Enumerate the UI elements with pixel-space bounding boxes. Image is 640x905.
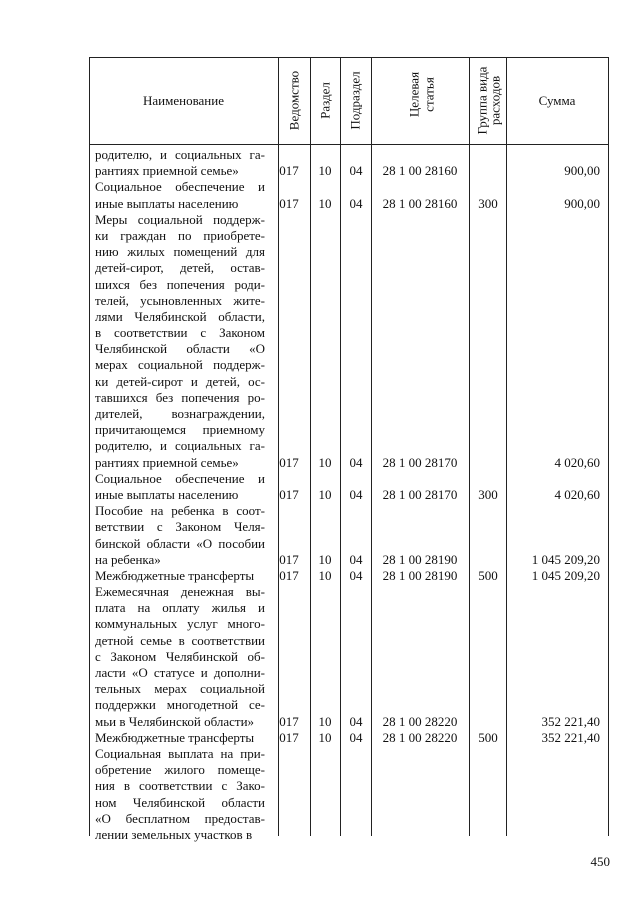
name-column (95, 147, 265, 843)
row-name-line: причитающемся приемному (95, 422, 265, 438)
row-name-line: Социальное обеспечение и (95, 470, 265, 486)
header-gruppa-line2: расходов (487, 75, 503, 126)
row-name-line: ветствии с Законом Челя- (95, 519, 265, 535)
row-name-line: мерах социальной поддерж- (95, 357, 265, 373)
row-name-line: ласти «О статусе и дополни- (95, 665, 265, 680)
row-name-line: коммунальных услуг много- (95, 616, 265, 632)
row-name-line: лении земельных участков в (95, 826, 253, 842)
row-podrazdel: 04 (349, 487, 363, 503)
row-podrazdel: 04 (349, 568, 363, 584)
row-name-line: рантиях приемной семье» (95, 454, 239, 470)
row-name-line: лями Челябинской области, (95, 308, 265, 324)
row-vedomstvo: 017 (279, 163, 299, 179)
header-divider (89, 144, 608, 145)
row-name-line: Челябинской области «О (95, 341, 265, 357)
row-razdel: 10 (318, 454, 332, 470)
row-podrazdel: 04 (349, 714, 363, 729)
row-name-line: мьи в Челябинской области» (95, 713, 255, 729)
row-name-line: плата на оплату жилья и (95, 600, 265, 616)
row-gruppa: 500 (478, 568, 498, 584)
row-summa: 1 045 209,20 (531, 568, 600, 584)
row-celevaya: 28 1 00 28170 (382, 454, 458, 470)
row-name-line: поддержки многодетной се- (95, 697, 265, 713)
row-name-line: Меры социальной поддерж- (95, 211, 265, 227)
row-name-line: Межбюджетные трансферты (95, 567, 255, 583)
row-name-line: телей, усыновленных жите- (95, 292, 265, 308)
header-podrazdel: Подраздел (347, 71, 363, 130)
row-summa: 900,00 (564, 163, 600, 179)
header-celevaya-line1: Целевая (406, 71, 422, 118)
row-name-line: иные выплаты населению (95, 486, 239, 502)
row-summa: 1 045 209,20 (531, 552, 600, 567)
row-podrazdel: 04 (349, 195, 363, 211)
row-podrazdel: 04 (349, 730, 363, 746)
row-celevaya: 28 1 00 28160 (382, 195, 458, 211)
row-vedomstvo: 017 (279, 487, 299, 503)
header-celevaya-line2: статья (421, 77, 437, 112)
page-number: 450 (590, 854, 610, 869)
row-name-line: Пособие на ребенка в соот- (95, 503, 265, 519)
row-celevaya: 28 1 00 28190 (382, 568, 458, 584)
row-celevaya: 28 1 00 28160 (382, 163, 458, 179)
row-summa: 900,00 (564, 195, 600, 211)
row-name-line: ки граждан по приобрете- (95, 227, 265, 243)
row-summa: 352 221,40 (541, 714, 600, 729)
row-razdel: 10 (318, 714, 332, 729)
header-gruppa-line1: Группа вида (474, 66, 490, 135)
row-name-line: нию жилых помещений для (95, 244, 265, 260)
row-celevaya: 28 1 00 28220 (382, 714, 458, 729)
row-gruppa: 300 (478, 487, 498, 503)
row-razdel: 10 (318, 163, 332, 179)
row-summa: 4 020,60 (554, 454, 600, 470)
row-name-line: тавшихся без попечения ро- (95, 389, 265, 405)
row-vedomstvo: 017 (279, 195, 299, 211)
row-celevaya: 28 1 00 28190 (382, 552, 458, 567)
row-name-line: «О бесплатном предостав- (95, 810, 265, 826)
row-gruppa: 500 (478, 730, 498, 746)
row-razdel: 10 (318, 195, 332, 211)
row-name-line: ки детей-сирот и детей, ос- (95, 373, 265, 389)
row-vedomstvo: 017 (279, 454, 299, 470)
row-name-line: родителю, и социальных га- (95, 147, 265, 162)
row-vedomstvo: 017 (279, 552, 299, 567)
row-razdel: 10 (318, 552, 332, 567)
row-name-line: Ежемесячная денежная вы- (95, 584, 265, 600)
row-name-line: детной семье в соответствии (95, 632, 265, 648)
row-name-line: Социальная выплата на при- (95, 745, 265, 761)
header-vedomstvo: Ведомство (286, 70, 302, 131)
row-vedomstvo: 017 (279, 714, 299, 729)
row-celevaya: 28 1 00 28220 (382, 730, 458, 746)
row-name-line: дителей, вознаграждении, (95, 406, 265, 421)
header-summa: Сумма (538, 93, 576, 108)
row-vedomstvo: 017 (279, 568, 299, 584)
table-border-right (608, 57, 609, 836)
row-gruppa: 300 (478, 195, 498, 211)
row-name-line: бинской области «О пособии (95, 535, 265, 551)
row-name-line: родителю, и социальных га- (95, 438, 265, 454)
row-name-line: Межбюджетные трансферты (95, 729, 255, 745)
row-name-line: иные выплаты населению (95, 195, 239, 211)
row-name-line: ном Челябинской области (95, 794, 265, 810)
row-razdel: 10 (318, 487, 332, 503)
row-summa: 4 020,60 (554, 487, 600, 503)
column-divider (506, 57, 507, 836)
row-podrazdel: 04 (349, 454, 363, 470)
table-border-top (89, 57, 608, 58)
row-name-line: тельных мерах социальной (95, 681, 265, 697)
row-razdel: 10 (318, 730, 332, 746)
table-border-left (89, 57, 90, 836)
row-podrazdel: 04 (349, 552, 363, 567)
row-name-line: Социальное обеспечение и (95, 179, 265, 195)
column-divider (469, 57, 470, 836)
row-name-line: в соответствии с Законом (95, 325, 265, 341)
row-name-line: шихся без попечения роди- (95, 276, 265, 292)
row-razdel: 10 (318, 568, 332, 584)
row-name-line: детей-сирот, детей, остав- (95, 260, 265, 276)
row-podrazdel: 04 (349, 163, 363, 179)
row-name-line: ния в соответствии с Зако- (95, 778, 265, 794)
row-celevaya: 28 1 00 28170 (382, 487, 458, 503)
row-name-line: на ребенка» (95, 551, 161, 567)
row-name-line: обретение жилого помеще- (95, 762, 265, 778)
row-vedomstvo: 017 (279, 730, 299, 746)
header-razdel: Раздел (317, 82, 333, 119)
header-name: Наименование (143, 93, 224, 108)
row-name-line: рантиях приемной семье» (95, 163, 239, 179)
row-name-line: с Законом Челябинской об- (95, 648, 265, 664)
row-summa: 352 221,40 (541, 730, 600, 746)
